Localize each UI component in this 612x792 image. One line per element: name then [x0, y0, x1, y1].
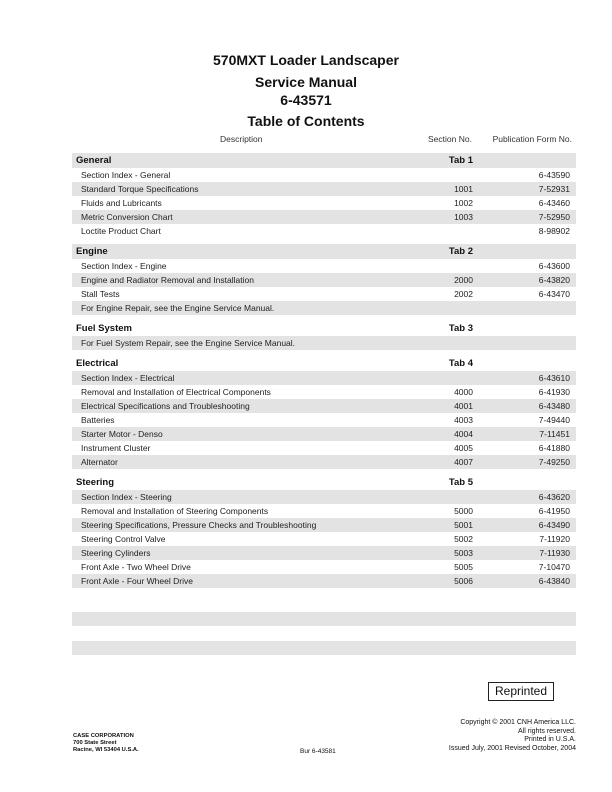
row-description: Removal and Installation of Steering Components [81, 506, 269, 516]
section-name: Engine [76, 246, 108, 257]
row-section-number: 5006 [454, 576, 473, 586]
table-row [72, 259, 576, 273]
table-row [72, 182, 576, 196]
section-header [72, 356, 576, 371]
section-header [72, 153, 576, 168]
section-name: General [76, 155, 112, 166]
table-row [72, 301, 576, 315]
row-section-number: 4007 [454, 457, 473, 467]
row-description: Steering Specifications, Pressure Checks and Troubleshooting [81, 520, 317, 530]
section-name: Electrical [76, 358, 119, 369]
section-tab: Tab 5 [448, 477, 473, 488]
row-description: Electrical Specifications and Troubleshooting [81, 401, 250, 411]
table-row [72, 336, 576, 350]
table-row [72, 574, 576, 588]
row-publication-number: 6-43460 [538, 198, 570, 208]
row-section-number: 4005 [454, 443, 473, 453]
row-description: Front Axle - Four Wheel Drive [81, 576, 193, 586]
row-publication-number: 6-43480 [538, 401, 570, 411]
bur-number: Bur 6-43581 [300, 748, 336, 755]
row-section-number: 5005 [454, 562, 473, 572]
printed: Printed in U.S.A. [524, 736, 576, 743]
column-section: Section No. [428, 134, 472, 144]
row-description: Starter Motor - Denso [81, 429, 163, 439]
row-publication-number: 6-43820 [538, 275, 570, 285]
column-publication: Publication Form No. [492, 134, 572, 144]
section-name: Fuel System [76, 323, 132, 334]
table-row [72, 168, 576, 182]
row-publication-number: 6-43610 [538, 373, 570, 383]
copyright-block [449, 719, 576, 753]
company-street: 700 State Street [73, 740, 117, 746]
table-row [72, 224, 576, 238]
table-row [72, 210, 576, 224]
row-description: Fluids and Lubricants [81, 198, 162, 208]
row-publication-number: 7-52931 [538, 184, 570, 194]
row-section-number: 1003 [454, 212, 473, 222]
row-section-number: 5003 [454, 548, 473, 558]
row-publication-number: 7-10470 [538, 562, 570, 572]
rights: All rights reserved. [518, 727, 576, 735]
manual-number: 6-43571 [280, 92, 332, 108]
table-row [72, 427, 576, 441]
row-section-number: 4001 [454, 401, 473, 411]
row-description: Section Index - General [81, 170, 171, 180]
row-description: Batteries [81, 415, 115, 425]
row-section-number: 2000 [454, 275, 473, 285]
table-row [72, 385, 576, 399]
table-row [72, 413, 576, 427]
document-title: 570MXT Loader Landscaper [213, 52, 399, 68]
issued: Issued July, 2001 Revised October, 2004 [448, 744, 576, 752]
table-row [72, 441, 576, 455]
row-description: Stall Tests [81, 289, 120, 299]
row-section-number: 4000 [454, 387, 473, 397]
table-row [72, 532, 576, 546]
section-name: Steering [76, 477, 115, 488]
row-publication-number: 6-43600 [538, 261, 570, 271]
row-section-number: 5002 [454, 534, 473, 544]
row-description: Loctite Product Chart [81, 226, 161, 236]
row-publication-number: 7-49440 [538, 415, 570, 425]
row-description: Standard Torque Specifications [81, 184, 199, 194]
table-row [72, 518, 576, 532]
table-row [72, 455, 576, 469]
row-description: Section Index - Steering [81, 492, 172, 502]
section-header [72, 244, 576, 259]
table-row [72, 399, 576, 413]
row-publication-number: 6-41930 [538, 387, 570, 397]
row-description: Instrument Cluster [81, 443, 151, 453]
row-publication-number: 7-11930 [539, 548, 570, 558]
company-city: Racine, WI 53404 U.S.A. [73, 747, 139, 753]
row-section-number: 1002 [454, 198, 473, 208]
row-description: Alternator [81, 457, 118, 467]
table-row [72, 504, 576, 518]
table-row [72, 490, 576, 504]
section-tab: Tab 4 [448, 358, 473, 369]
row-publication-number: 7-52950 [538, 212, 570, 222]
section-header [72, 321, 576, 336]
row-publication-number: 6-43620 [538, 492, 570, 502]
row-publication-number: 6-43840 [538, 576, 570, 586]
row-section-number: 4004 [454, 429, 473, 439]
table-row [72, 371, 576, 385]
row-publication-number: 7-11920 [539, 534, 570, 544]
row-publication-number: 7-11451 [539, 429, 570, 439]
row-description: Steering Control Valve [81, 534, 166, 544]
row-section-number: 5000 [454, 506, 473, 516]
row-description: For Fuel System Repair, see the Engine Service Manual. [81, 338, 296, 348]
row-publication-number: 6-41950 [538, 506, 570, 516]
copyright: Copyright © 2001 CNH America LLC. [460, 719, 576, 726]
table-row [72, 560, 576, 574]
row-section-number: 4003 [454, 415, 473, 425]
row-publication-number: 7-49250 [538, 457, 570, 467]
row-publication-number: 6-43590 [538, 170, 570, 180]
row-description: Section Index - Engine [81, 261, 167, 271]
row-publication-number: 6-41880 [538, 443, 570, 453]
row-publication-number: 6-43490 [538, 520, 570, 530]
table-row [72, 273, 576, 287]
row-publication-number: 6-43470 [538, 289, 570, 299]
row-description: Removal and Installation of Electrical Components [81, 387, 271, 397]
reprinted-stamp: Reprinted [488, 682, 554, 701]
toc-title: Table of Contents [247, 113, 365, 129]
table-row [72, 287, 576, 301]
toc-table [72, 153, 576, 588]
row-description: Engine and Radiator Removal and Installation [81, 275, 254, 285]
blank-row [72, 641, 576, 655]
table-row [72, 546, 576, 560]
row-description: Metric Conversion Chart [81, 212, 173, 222]
row-description: For Engine Repair, see the Engine Service Manual. [81, 303, 275, 313]
section-tab: Tab 3 [448, 323, 473, 334]
row-section-number: 2002 [454, 289, 473, 299]
section-tab: Tab 2 [448, 246, 473, 257]
column-headers [72, 134, 576, 146]
document-subtitle: Service Manual [255, 74, 357, 90]
row-section-number: 5001 [454, 520, 473, 530]
row-description: Steering Cylinders [81, 548, 151, 558]
blank-row [72, 612, 576, 626]
row-publication-number: 8-98902 [538, 226, 570, 236]
section-header [72, 475, 576, 490]
row-description: Front Axle - Two Wheel Drive [81, 562, 191, 572]
row-section-number: 1001 [454, 184, 473, 194]
section-tab: Tab 1 [448, 155, 473, 166]
company-address [73, 733, 139, 754]
column-description: Description [220, 134, 263, 144]
table-row [72, 196, 576, 210]
row-description: Section Index - Electrical [81, 373, 175, 383]
company-name: CASE CORPORATION [73, 733, 134, 739]
